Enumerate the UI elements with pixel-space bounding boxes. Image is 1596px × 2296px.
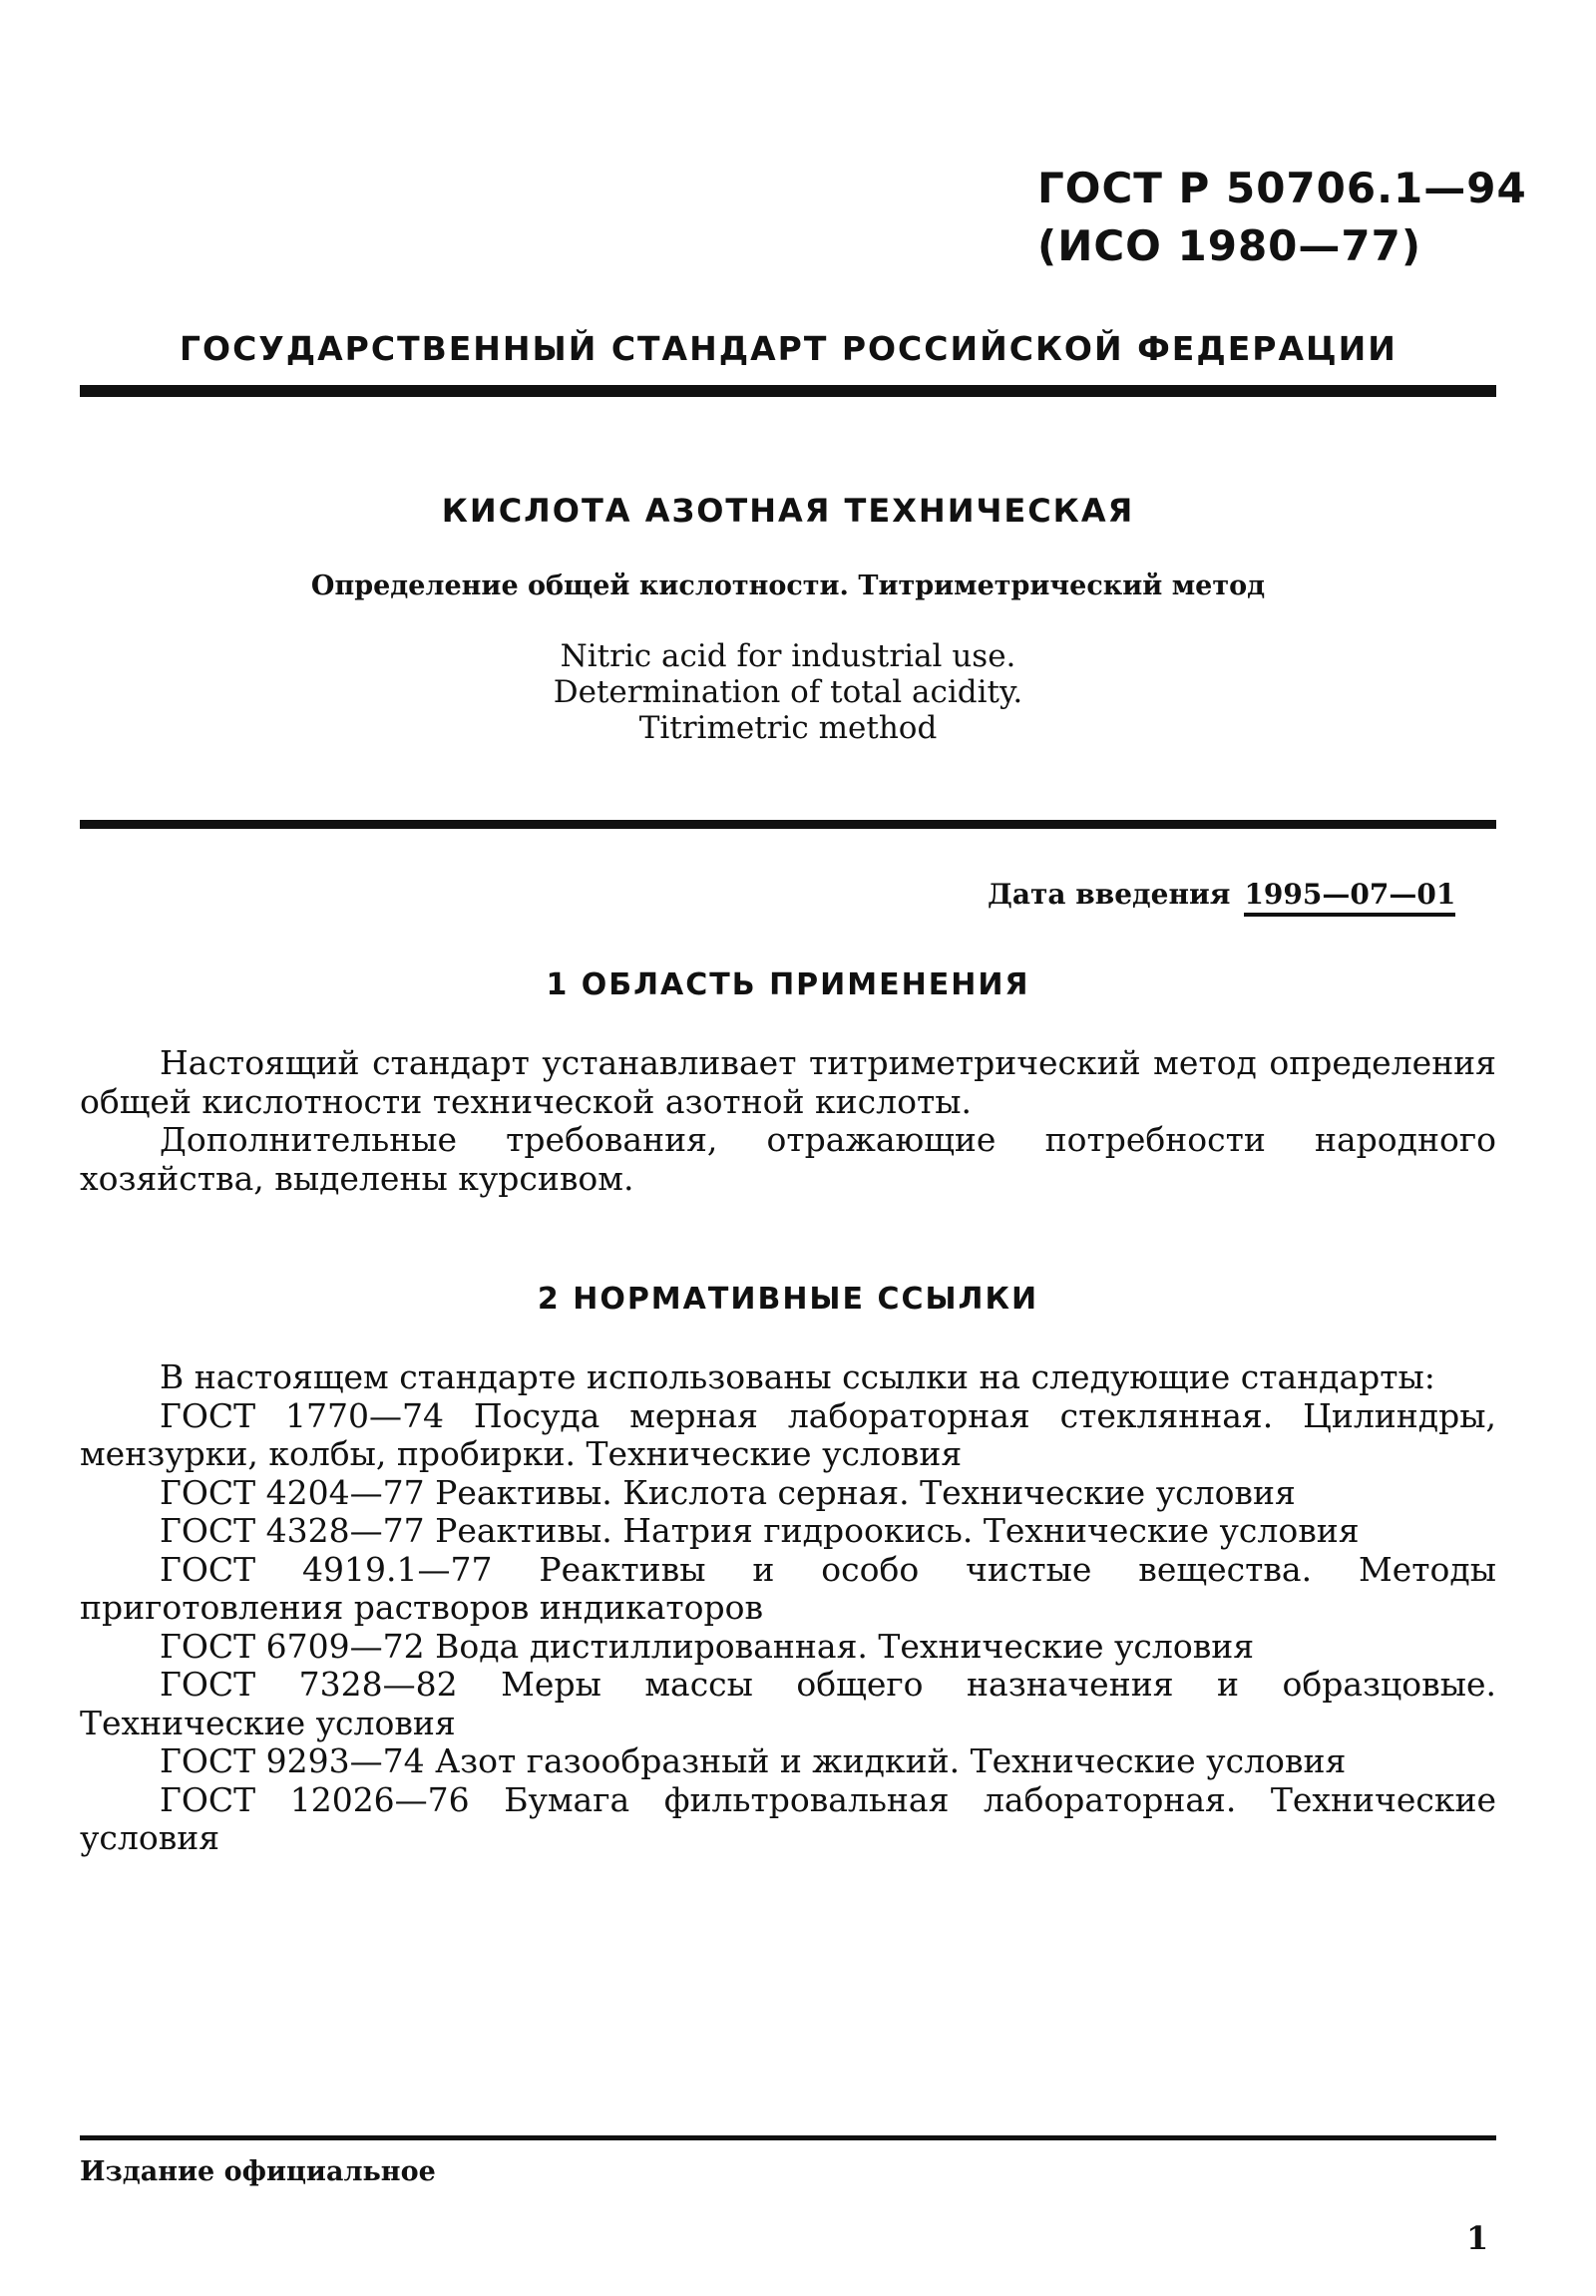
reference-item: ГОСТ 4204—77 Реактивы. Кислота серная. Технические условия (160, 1472, 1296, 1512)
reference-item: ГОСТ 1770—74 Посуда мерная лабораторная стеклянная. Цилиндры, мензурки, колбы, пробирки. Технические условия (80, 1395, 1496, 1473)
reference-item: ГОСТ 4919.1—77 Реактивы и особо чистые вещества. Методы приготовления растворов индикаторов (80, 1549, 1496, 1627)
standard-designation (1037, 160, 1527, 275)
gost-number: ГОСТ Р 50706.1—94 (1037, 164, 1527, 212)
reference-item: ГОСТ 4328—77 Реактивы. Натрия гидроокись. Технические условия (160, 1511, 1360, 1550)
iso-number: (ИСО 1980—77) (1037, 221, 1422, 270)
reference-item: ГОСТ 7328—82 Меры массы общего назначения и образцовые. Технические условия (80, 1665, 1496, 1742)
reference-item: ГОСТ 12026—76 Бумага фильтровальная лабораторная. Технические условия (80, 1779, 1496, 1857)
footer-divider (80, 2135, 1496, 2140)
reference-item: ГОСТ 9293—74 Азот газообразный и жидкий. Технические условия (160, 1741, 1347, 1780)
introduction-date (988, 878, 1455, 917)
edition-note: Издание официальное (80, 2156, 436, 2187)
references-intro: В настоящем стандарте использованы ссылки на следующие стандарты: (160, 1357, 1435, 1396)
title-divider (80, 820, 1496, 829)
paragraph: Настоящий стандарт устанавливает титриметрический метод определения общей кислотности технической азотной кислоты. (80, 1043, 1496, 1121)
section-heading-scope: 1 ОБЛАСТЬ ПРИМЕНЕНИЯ (546, 967, 1030, 1002)
references-list (80, 1358, 1496, 1858)
scope-text (80, 1044, 1496, 1198)
page-number: 1 (1466, 2219, 1489, 2257)
reference-item: ГОСТ 6709—72 Вода дистиллированная. Технические условия (160, 1626, 1255, 1666)
top-divider (80, 385, 1496, 397)
english-title-line: Titrimetric method (638, 710, 938, 746)
document-title: КИСЛОТА АЗОТНАЯ ТЕХНИЧЕСКАЯ (441, 492, 1135, 530)
paragraph: Дополнительные требования, отражающие потребности народного хозяйства, выделены курсивом. (80, 1120, 1496, 1198)
introduction-date-value: 1995—07—01 (1244, 878, 1455, 917)
introduction-date-label: Дата введения (988, 878, 1231, 911)
document-subtitle: Определение общей кислотности. Титриметрический метод (310, 571, 1266, 601)
english-title (80, 638, 1496, 746)
state-standard-heading: ГОСУДАРСТВЕННЫЙ СТАНДАРТ РОССИЙСКОЙ ФЕДЕРАЦИИ (180, 329, 1397, 368)
section-heading-references: 2 НОРМАТИВНЫЕ ССЫЛКИ (537, 1282, 1039, 1317)
english-title-line: Determination of total acidity. (553, 674, 1023, 710)
english-title-line: Nitric acid for industrial use. (560, 638, 1016, 674)
